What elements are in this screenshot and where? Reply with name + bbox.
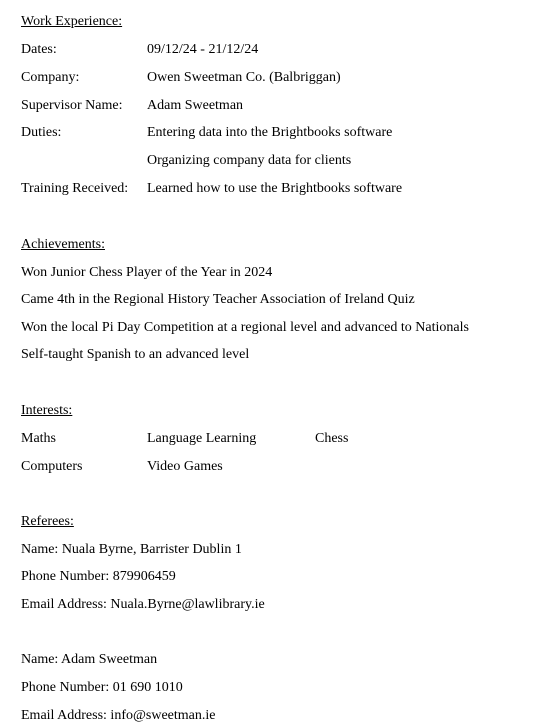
work-row-duties [21, 125, 501, 141]
work-value: Entering data into the Brightbooks software [147, 125, 393, 140]
work-row-supervisor [21, 98, 501, 114]
referee-email: Email Address: Nuala.Byrne@lawlibrary.ie [21, 597, 265, 612]
interests-heading: Interests: [21, 403, 73, 418]
work-row-company [21, 70, 501, 86]
achievement-item: Came 4th in the Regional History Teacher Association of Ireland Quiz [21, 292, 415, 307]
work-label: Duties: [21, 125, 62, 140]
work-row-dates [21, 42, 501, 58]
achievement-item: Won the local Pi Day Competition at a regional level and advanced to Nationals [21, 320, 469, 335]
work-value: 09/12/24 - 21/12/24 [147, 42, 259, 57]
referee-name: Name: Nuala Byrne, Barrister Dublin 1 [21, 542, 242, 557]
interest-item: Language Learning [147, 431, 257, 446]
work-label: Training Received: [21, 181, 129, 196]
work-value: Organizing company data for clients [147, 153, 352, 168]
interests-row [21, 459, 501, 475]
work-label: Dates: [21, 42, 57, 57]
achievement-item: Self-taught Spanish to an advanced level [21, 347, 250, 362]
work-label: Company: [21, 70, 80, 85]
work-value: Adam Sweetman [147, 98, 244, 113]
interest-item: Chess [315, 431, 349, 446]
work-row-training [21, 181, 501, 197]
work-experience-heading: Work Experience: [21, 14, 123, 29]
interest-item: Computers [21, 459, 83, 474]
referee-email: Email Address: info@sweetman.ie [21, 708, 216, 723]
interest-item: Video Games [147, 459, 223, 474]
referee-phone: Phone Number: 01 690 1010 [21, 680, 183, 695]
achievements-heading: Achievements: [21, 237, 105, 252]
interest-item: Maths [21, 431, 56, 446]
referees-heading: Referees: [21, 514, 74, 529]
work-value: Owen Sweetman Co. (Balbriggan) [147, 70, 341, 85]
work-label: Supervisor Name: [21, 98, 123, 113]
achievement-item: Won Junior Chess Player of the Year in 2024 [21, 265, 273, 280]
interests-row [21, 431, 501, 447]
referee-phone: Phone Number: 879906459 [21, 569, 176, 584]
work-value: Learned how to use the Brightbooks software [147, 181, 403, 196]
referee-name: Name: Adam Sweetman [21, 652, 158, 667]
